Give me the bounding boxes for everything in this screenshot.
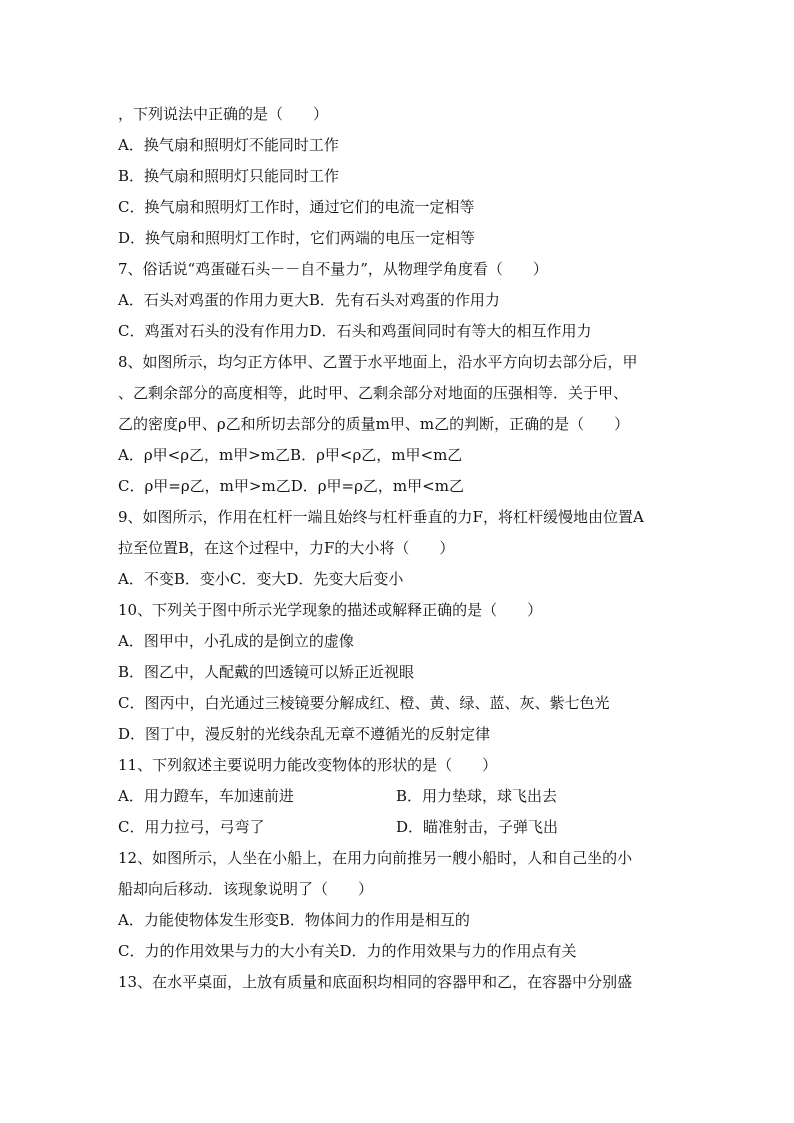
text-line: C．图丙中，白光通过三棱镜要分解成红、橙、黄、绿、蓝、灰、紫七色光 [118,694,610,712]
text-line: 9、如图所示，作用在杠杆一端且始终与杠杆垂直的力F，将杠杆缓慢地由位置A [118,508,644,526]
text-line: A．石头对鸡蛋的作用力更大B．先有石头对鸡蛋的作用力 [118,291,500,309]
text-line: 12、如图所示，人坐在小船上，在用力向前推另一艘小船时，人和自己坐的小 [118,849,633,867]
question-text [118,99,698,998]
text-line: B．图乙中，人配戴的凹透镜可以矫正近视眼 [118,663,415,681]
text-line: 拉至位置B，在这个过程中，力F的大小将（ ） [118,539,455,557]
text-line: C．力的作用效果与力的大小有关D．力的作用效果与力的作用点有关 [118,942,577,960]
text-line: ，下列说法中正确的是（ ） [118,105,329,123]
text-line: A．力能使物体发生形变B．物体间力的作用是相互的 [118,911,470,929]
option-b: B．用力垫球，球飞出去 [396,787,558,805]
option-c: C．用力拉弓，弓弯了 [118,818,265,836]
text-line: A．ρ甲<ρ乙，m甲>m乙B．ρ甲<ρ乙，m甲<m乙 [118,446,463,464]
option-d: D．瞄准射击，子弹飞出 [396,818,559,836]
text-line [118,781,698,812]
text-line: D．换气扇和照明灯工作时，它们两端的电压一定相等 [118,229,476,247]
text-line: A．换气扇和照明灯不能同时工作 [118,136,339,154]
text-line: 8、如图所示，均匀正方体甲、乙置于水平地面上，沿水平方向切去部分后，甲 [118,353,638,371]
text-line: 10、下列关于图中所示光学现象的描述或解释正确的是（ ） [118,601,543,619]
text-line: 、乙剩余部分的高度相等，此时甲、乙剩余部分对地面的压强相等．关于甲、 [118,384,629,402]
text-line: D．图丁中，漫反射的光线杂乱无章不遵循光的反射定律 [118,725,491,743]
text-line: 乙的密度ρ甲、ρ乙和所切去部分的质量m甲、m乙的判断，正确的是（ ） [118,415,630,433]
text-line: 7、俗话说“鸡蛋碰石头－－自不量力”，从物理学角度看（ ） [118,260,548,278]
text-line: A．图甲中，小孔成的是倒立的虚像 [118,632,354,650]
text-line: A．不变B．变小C．变大D．先变大后变小 [118,570,404,588]
text-line: 11、下列叙述主要说明力能改变物体的形状的是（ ） [118,756,498,774]
text-line: C．换气扇和照明灯工作时，通过它们的电流一定相等 [118,198,475,216]
text-line [118,812,698,843]
text-line: B．换气扇和照明灯只能同时工作 [118,167,340,185]
text-line: C．鸡蛋对石头的没有作用力D．石头和鸡蛋间同时有等大的相互作用力 [118,322,592,340]
text-line: 13、在水平桌面，上放有质量和底面积均相同的容器甲和乙，在容器中分别盛 [118,973,633,991]
option-a: A．用力蹬车，车加速前进 [118,787,294,805]
text-line: 船却向后移动．该现象说明了（ ） [118,880,374,898]
text-line: C．ρ甲=ρ乙，m甲>m乙D．ρ甲=ρ乙，m甲<m乙 [118,477,464,495]
